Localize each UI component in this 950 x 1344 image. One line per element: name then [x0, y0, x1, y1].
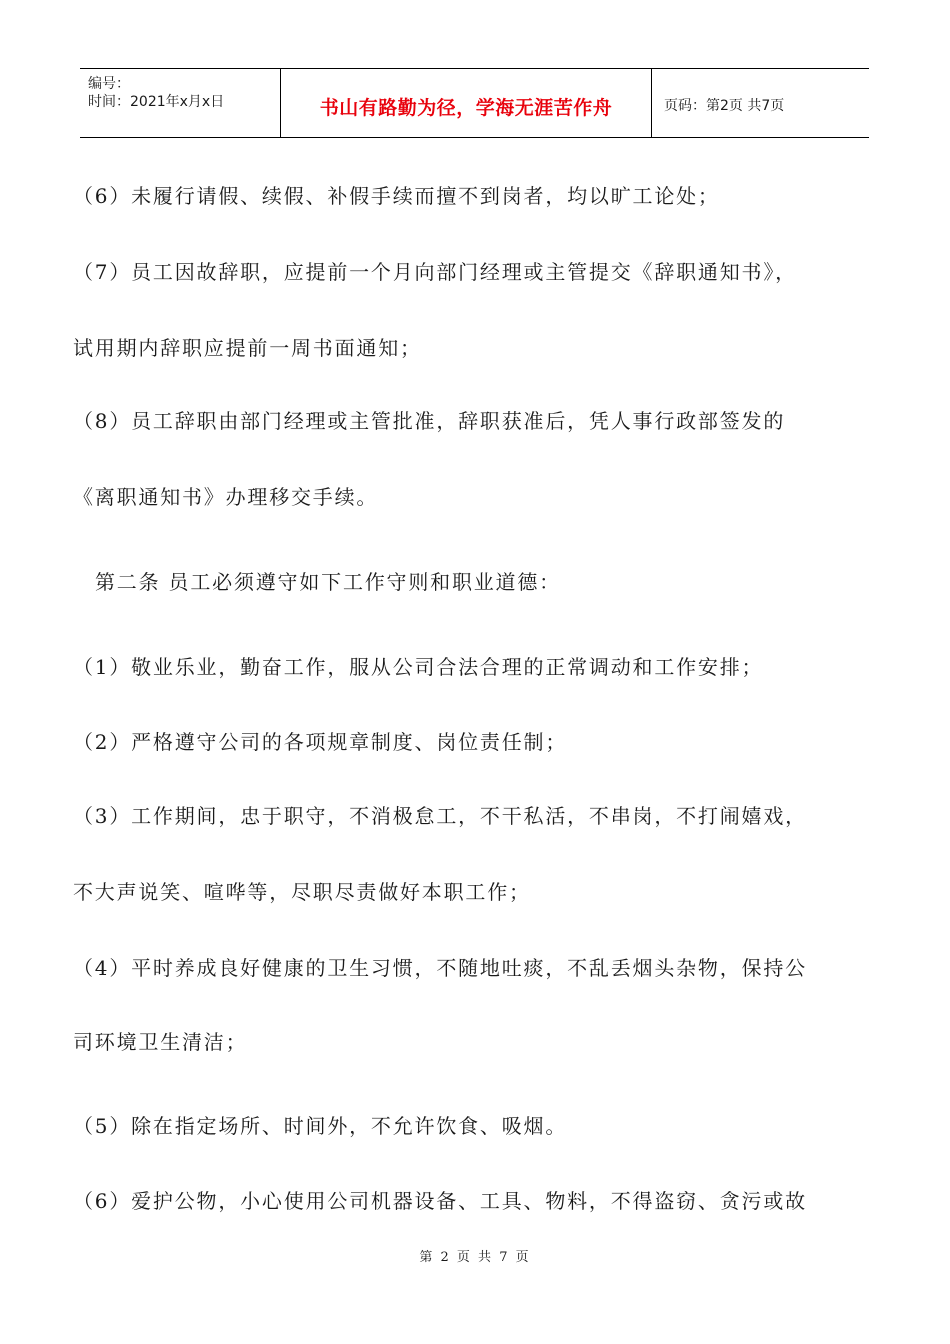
body-line: 试用期内辞职应提前一周书面通知； [73, 336, 422, 360]
header-motto: 书山有路勤为径，学海无涯苦作舟 [319, 97, 613, 119]
page-footer: 第 2 页 共 7 页 [419, 1250, 531, 1265]
header-page-info: 页码：第2页 共7页 [664, 98, 785, 114]
body-line: （6）未履行请假、续假、补假手续而擅不到岗者，均以旷工论处； [73, 184, 720, 208]
body-line: 《离职通知书》办理移交手续。 [73, 485, 379, 509]
body-line: （7）员工因故辞职，应提前一个月向部门经理或主管提交《辞职通知书》， [73, 260, 797, 284]
body-line: （1）敬业乐业，勤奋工作，服从公司合法合理的正常调动和工作安排； [73, 655, 764, 679]
body-line: （4）平时养成良好健康的卫生习惯，不随地吐痰，不乱丢烟头杂物，保持公 [73, 956, 807, 980]
body-line: （2）严格遵守公司的各项规章制度、岗位责任制； [73, 730, 568, 754]
document-number-label: 编号： [88, 76, 130, 92]
body-line: （8）员工辞职由部门经理或主管批准，辞职获准后，凭人事行政部签发的 [73, 409, 786, 433]
document-time-label: 时间：2021年x月x日 [88, 94, 225, 110]
body-line: 不大声说笑、喧哗等，尽职尽责做好本职工作； [73, 880, 531, 904]
body-line: 司环境卫生清洁； [73, 1030, 248, 1054]
body-line: （3）工作期间，忠于职守，不消极怠工，不干私活，不串岗，不打闹嬉戏， [73, 804, 807, 828]
article-heading: 第二条 员工必须遵守如下工作守则和职业道德： [95, 570, 561, 594]
header-motto-cell [281, 69, 652, 137]
body-line: （5）除在指定场所、时间外，不允许饮食、吸烟。 [73, 1114, 568, 1138]
body-line: （6）爱护公物，小心使用公司机器设备、工具、物料，不得盗窃、贪污或故 [73, 1189, 807, 1213]
page-header [80, 68, 869, 138]
header-page-cell [652, 69, 869, 137]
header-meta-cell [80, 69, 281, 137]
